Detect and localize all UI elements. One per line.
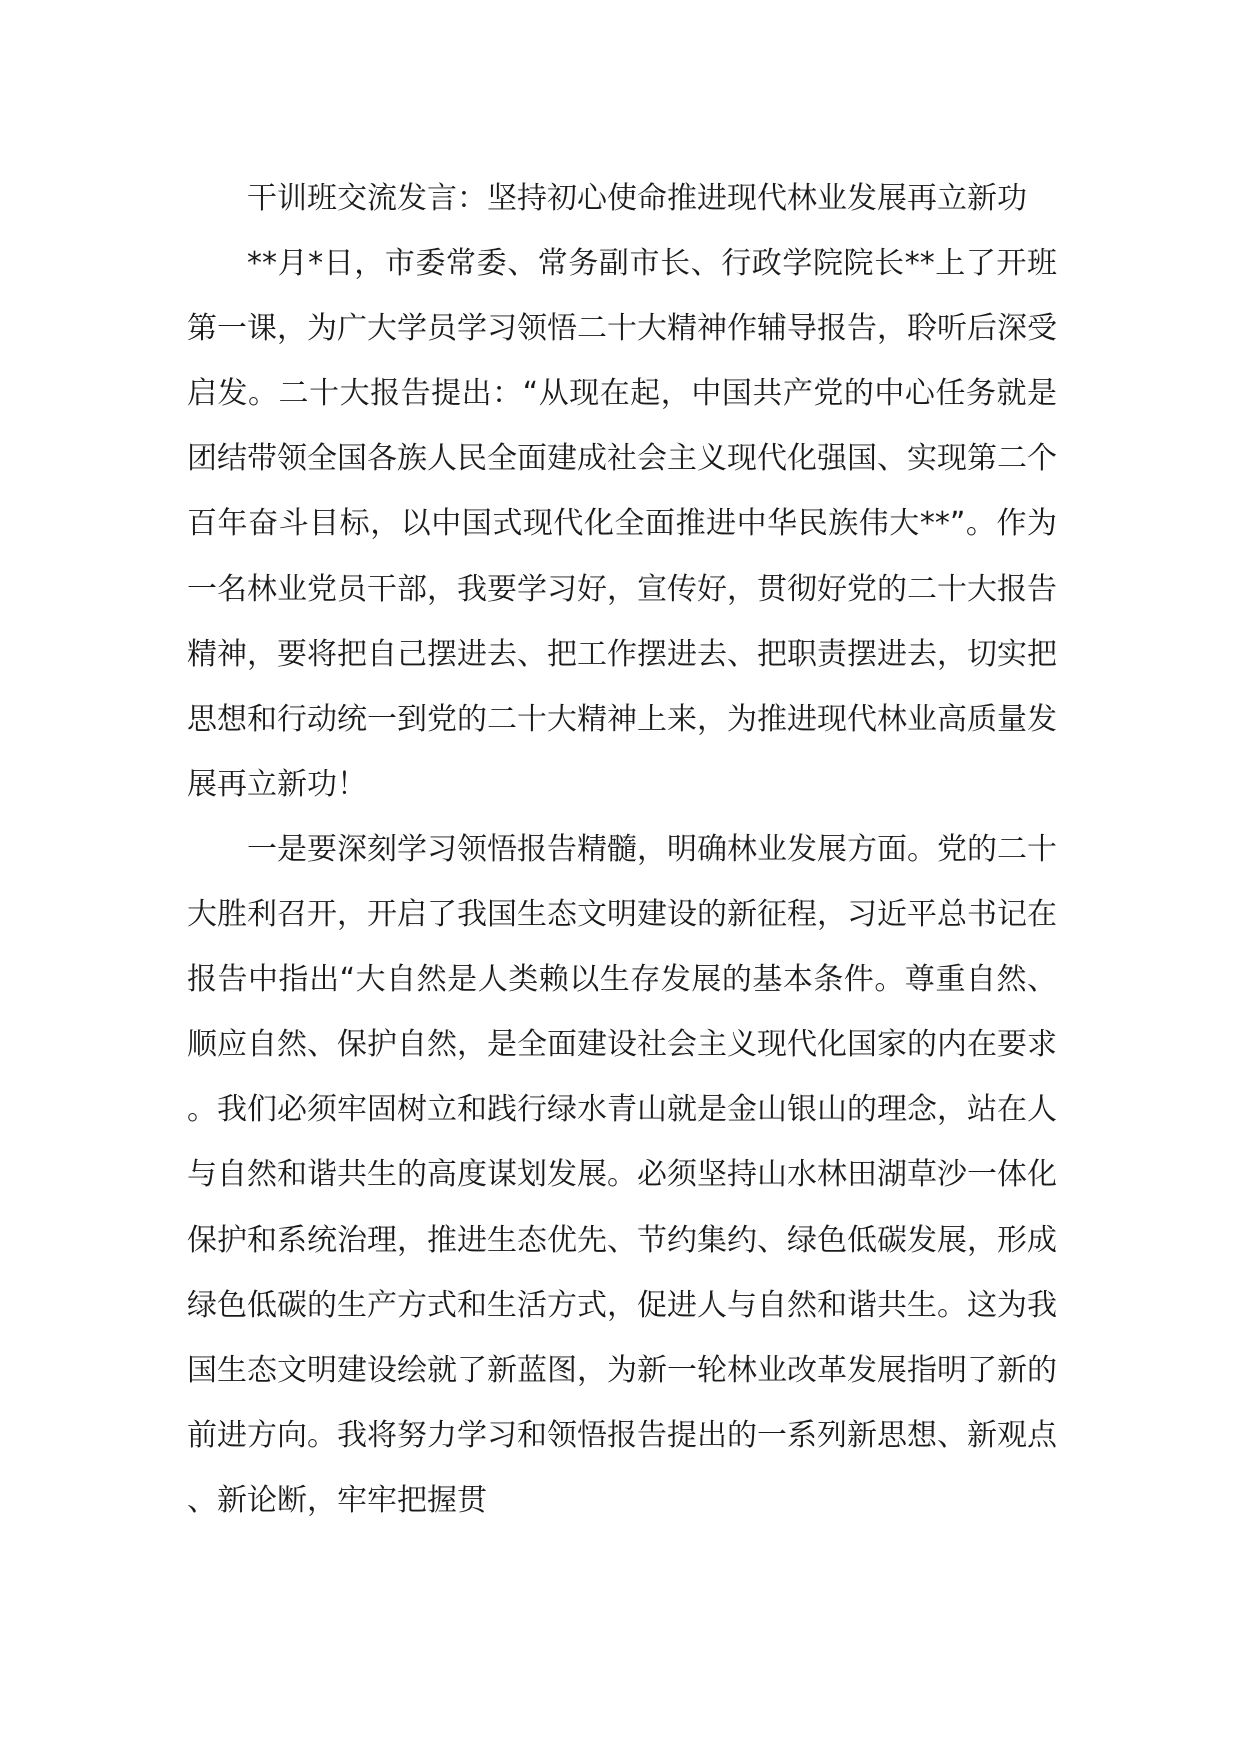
paragraph-1: **月*日，市委常委、常务副市长、行政学院院长**上了开班第一课，为广大学员学习领悟二十大精神作辅导报告，聆听后深受启发。二十大报告提出：“从现在起，中国共产党的中心任务就是团结带领全国各族人民全面建成社会主义现代化强国、实现第二个百年奋斗目标，以中国式现代化全面推进中华民族伟大**”。作为一名林业党员干部，我要学习好，宣传好，贯彻好党的二十大报告精神，要将把自己摆进去、把工作摆进去、把职责摆进去，切实把思想和行动统一到党的二十大精神上来，为推进现代林业高质量发展再立新功！: [187, 246, 1057, 802]
document-body: [187, 166, 1057, 1533]
document-title: 干训班交流发言：坚持初心使命推进现代林业发展再立新功: [247, 181, 1027, 216]
paragraph-2: 一是要深刻学习领悟报告精髓，明确林业发展方面。党的二十大胜利召开，开启了我国生态文明建设的新征程，习近平总书记在报告中指出“大自然是人类赖以生存发展的基本条件。尊重自然、顺应自然、保护自然，是全面建设社会主义现代化国家的内在要求。我们必须牢固树立和践行绿水青山就是金山银山的理念，站在人与自然和谐共生的高度谋划发展。必须坚持山水林田湖草沙一体化保护和系统治理，推进生态优先、节约集约、绿色低碳发展，形成绿色低碳的生产方式和生活方式，促进人与自然和谐共生。这为我国生态文明建设绘就了新蓝图，为新一轮林业改革发展指明了新的前进方向。我将努力学习和领悟报告提出的一系列新思想、新观点、新论断，牢牢把握贯: [187, 831, 1057, 1518]
